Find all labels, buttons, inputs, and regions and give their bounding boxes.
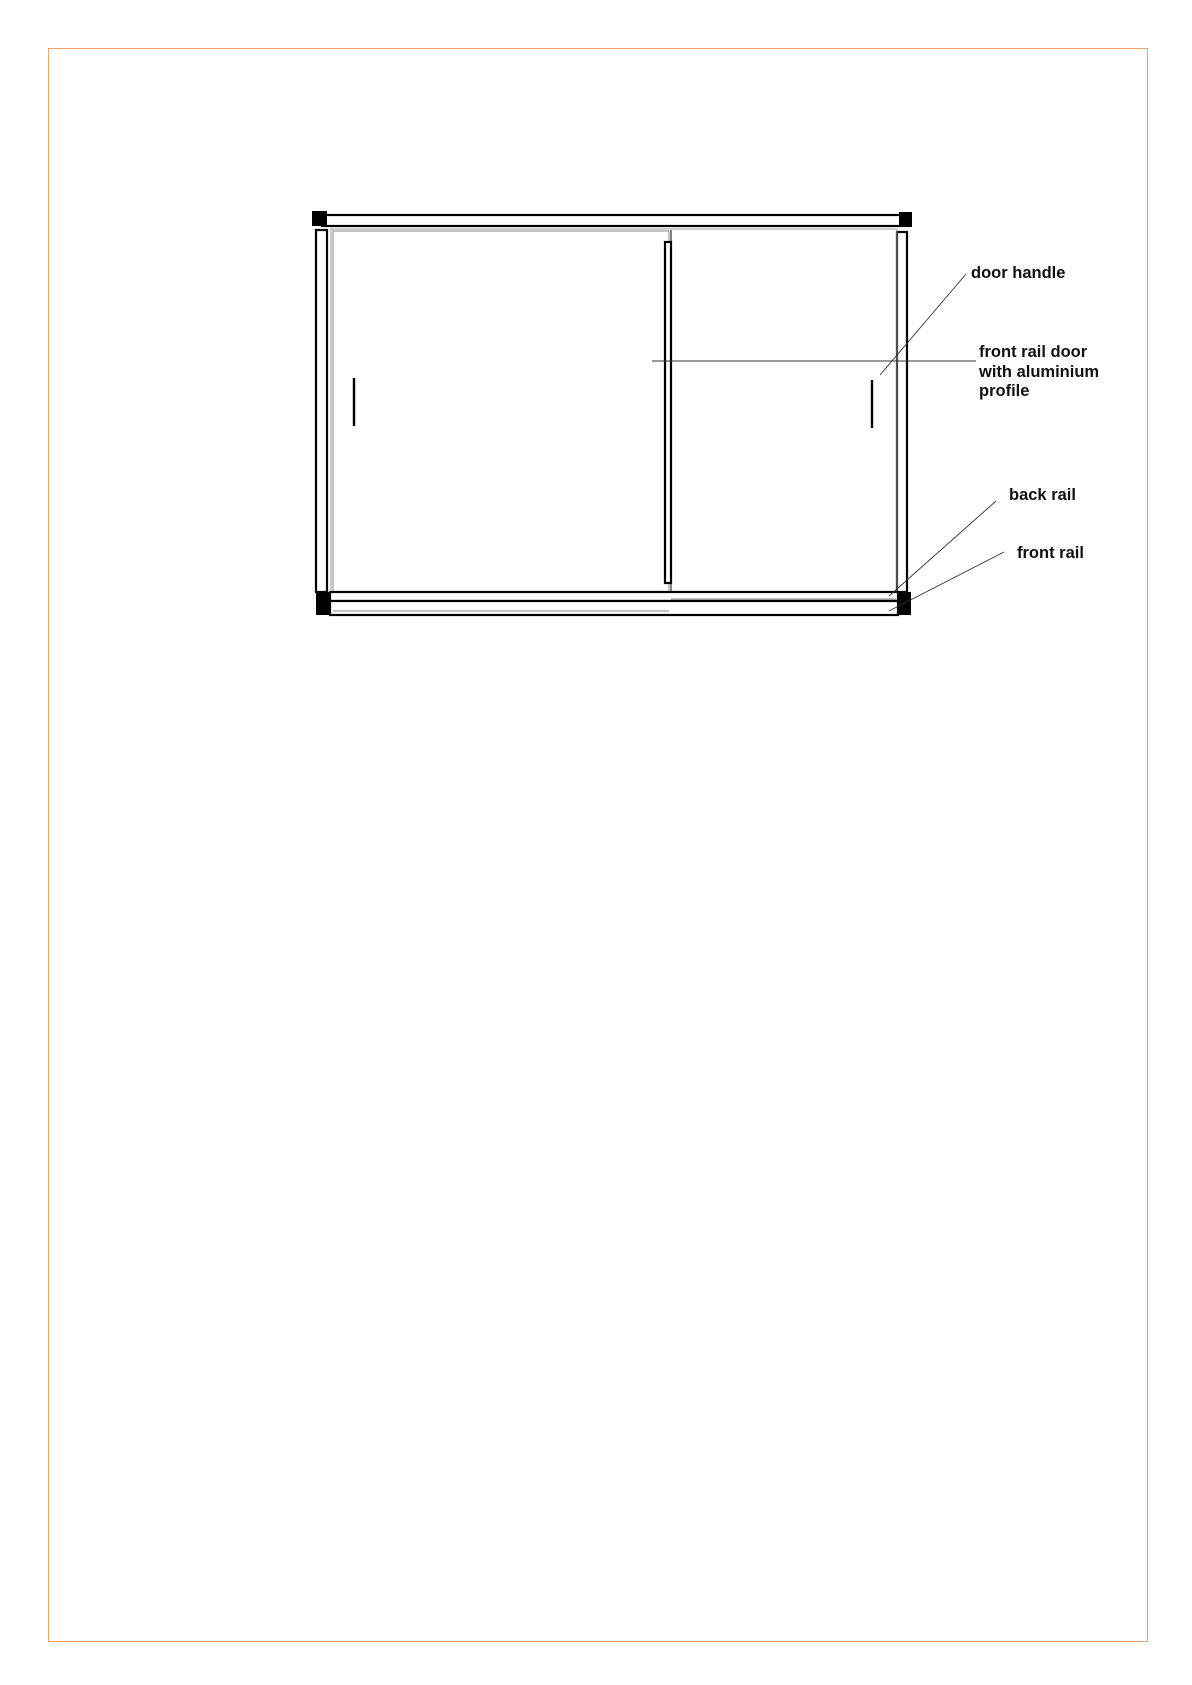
label-door-handle: door handle — [971, 264, 1066, 282]
label-front-rail-door-line2: with aluminium — [979, 363, 1100, 381]
left-side-post — [316, 230, 327, 592]
back-rail — [330, 592, 898, 601]
aluminium-profile — [665, 242, 671, 583]
cabinet-interior-outline — [331, 229, 897, 592]
label-front-rail-door-line3: profile — [979, 382, 1030, 400]
front-rail — [330, 601, 898, 615]
corner-post-top-right — [899, 212, 912, 227]
label-front-rail: front rail — [1017, 544, 1084, 562]
leader-door-handle — [880, 274, 966, 375]
right-side-post — [897, 232, 907, 592]
label-front-rail-door-line1: front rail door — [979, 343, 1088, 361]
back-door-panel — [333, 231, 669, 611]
label-back-rail: back rail — [1009, 486, 1076, 504]
corner-post-bottom-left — [316, 592, 330, 615]
corner-post-top-left — [312, 211, 327, 226]
top-rail — [322, 215, 901, 226]
